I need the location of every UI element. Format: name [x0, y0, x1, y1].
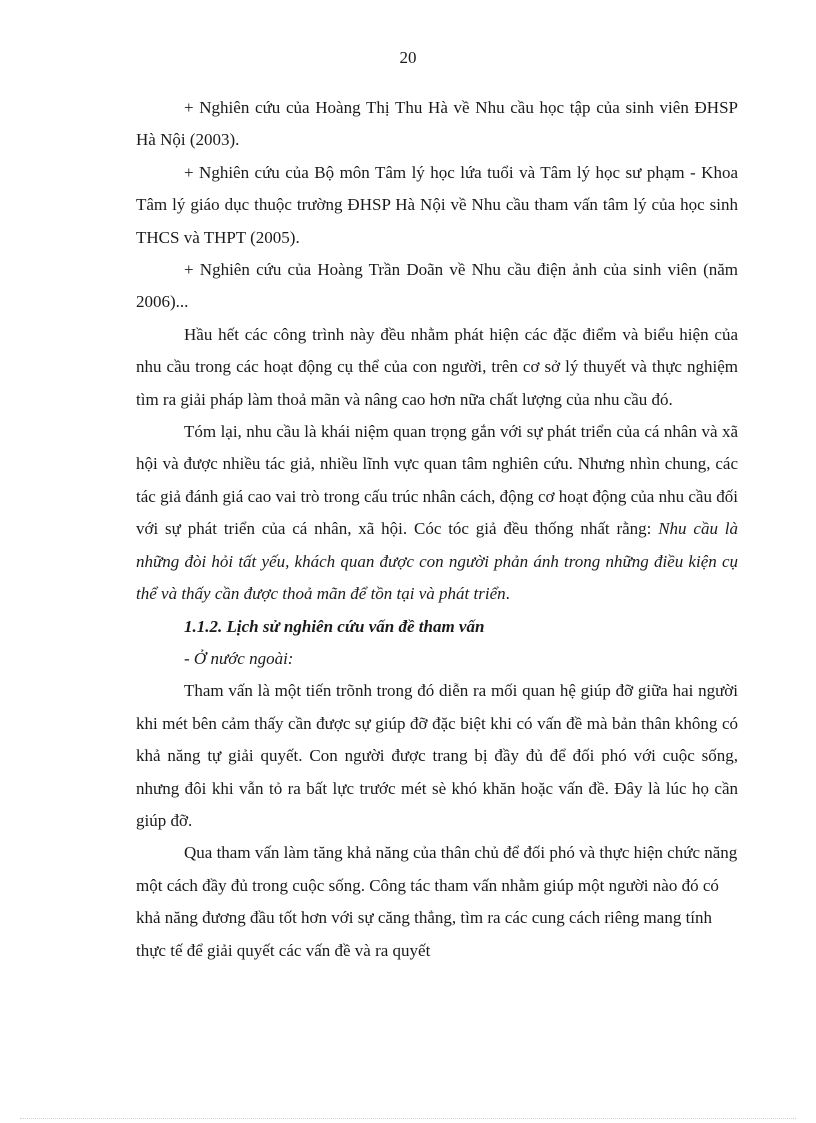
section-heading: 1.1.2. Lịch sử nghiên cứu vấn đề tham vấn: [184, 616, 485, 636]
paragraph-conclusion: [136, 416, 738, 610]
paragraph-research-3: + Nghiên cứu của Hoàng Trần Doãn về Nhu cầu điện ảnh của sinh viên (năm 2006)...: [136, 260, 738, 312]
subsection-heading: - Ở nước ngoài:: [184, 648, 294, 668]
document-body: [136, 92, 738, 967]
conclusion-text: Tóm lại, nhu cầu là khái niệm quan trọng gắn với sự phát triển của cá nhân và xã hội và được nhiều tác giả, nhiều lĩnh vực quan tâm nghiên cứu. Nhưng nhìn chung, các tác giả đánh giá cao vai trò trong cấu trúc nhân cách, động cơ hoạt động của nhu cầu đối với sự phát triển của cá nhân, xã hội. Cóc tóc giả đều thống nhất rằng:: [136, 422, 738, 539]
paragraph-summary-works: Hầu hết các công trình này đều nhằm phát hiện các đặc điểm và biểu hiện của nhu cầu trong các hoạt động cụ thể của con người, trên cơ sở lý thuyết và thực nghiệm tìm ra giải pháp làm thoả mãn và nâng cao hơn nữa chất lượng của nhu cầu đó.: [136, 324, 738, 409]
page-bottom-border: [20, 1118, 796, 1119]
paragraph-research-1: + Nghiên cứu của Hoàng Thị Thu Hà về Nhu cầu học tập của sinh viên ĐHSP Hà Nội (2003).: [136, 98, 738, 150]
paragraph-research-2: + Nghiên cứu của Bộ môn Tâm lý học lứa tuổi và Tâm lý học sư phạm - Khoa Tâm lý giáo dục thuộc trường ĐHSP Hà Nội về Nhu cầu tham vấn tâm lý của học sinh THCS và THPT (2005).: [136, 162, 738, 247]
page-number: 20: [399, 48, 417, 67]
conclusion-end: .: [505, 584, 510, 604]
paragraph-counseling-definition: Tham vấn là một tiến trõnh trong đó diễn ra mối quan hệ giúp đỡ giữa hai người khi mét bên cảm thấy cần được sự giúp đỡ đặc biệt khi có vấn đề mà bản thân không có khả năng tự giải quyết. Con người được trang bị đầy đủ để đối phó với cuộc sống, nhưng đôi khi vẫn tỏ ra bất lực trước mét sè khó khăn hoặc vấn đề. Đây là lúc họ cần giúp đỡ.: [136, 681, 738, 830]
definition-quote: Nhu cầu là những đòi hỏi tất yếu, khách quan được con người phản ánh trong những điều kiện cụ thể và thấy cần được thoả mãn để tồn tại và phát triển: [136, 519, 738, 604]
paragraph-counseling-purpose: Qua tham vấn làm tăng khả năng của thân chủ để đối phó và thực hiện chức năng một cách đầy đủ trong cuộc sống. Công tác tham vấn nhằm giúp một người nào đó có khả năng đương đầu tốt hơn với sự căng thẳng, tìm ra các cung cách riêng mang tính thực tế để giải quyết các vấn đề và ra quyết: [136, 843, 738, 960]
